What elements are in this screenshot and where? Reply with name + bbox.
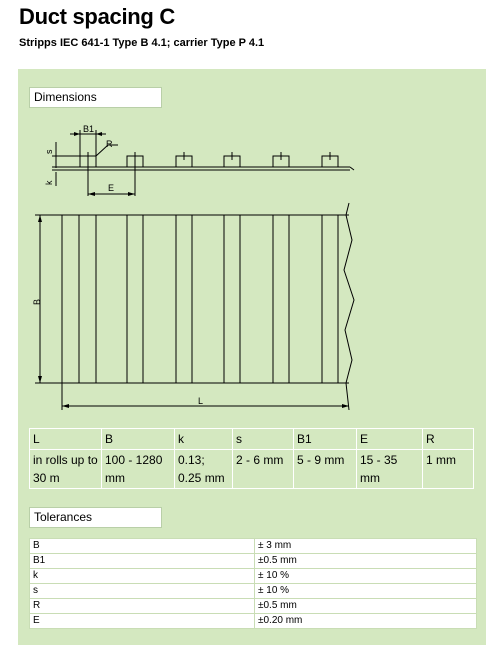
tolerances-table — [29, 538, 477, 629]
tolerance-key: E — [30, 614, 255, 629]
label-b1: B1 — [83, 124, 95, 134]
header-b1: B1 — [294, 429, 357, 450]
tolerance-value: ± 10 % — [255, 584, 477, 599]
label-l: L — [198, 396, 204, 406]
table-row — [30, 614, 477, 629]
table-row — [30, 569, 477, 584]
dimensions-table — [29, 428, 474, 489]
label-r: R — [106, 139, 113, 149]
page-title: Duct spacing C — [19, 4, 175, 29]
label-k: k — [44, 180, 54, 185]
table-row — [30, 554, 477, 569]
header-e: E — [357, 429, 423, 450]
value-s: 2 - 6 mm — [233, 450, 294, 489]
tolerance-key: k — [30, 569, 255, 584]
header-l: L — [30, 429, 102, 450]
value-e: 15 - 35 mm — [357, 450, 423, 489]
header-b: B — [102, 429, 175, 450]
dimensions-section-label: Dimensions — [29, 87, 162, 108]
tolerance-value: ±0.5 mm — [255, 554, 477, 569]
value-k: 0.13; 0.25 mm — [175, 450, 233, 489]
tolerance-key: R — [30, 599, 255, 614]
tolerance-value: ± 3 mm — [255, 539, 477, 554]
value-b1: 5 - 9 mm — [294, 450, 357, 489]
strip-tab — [80, 156, 338, 167]
label-e: E — [108, 183, 115, 193]
header-k: k — [175, 429, 233, 450]
table-row — [30, 599, 477, 614]
page-subtitle: Stripps IEC 641-1 Type B 4.1; carrier Type P 4.1 — [19, 37, 265, 49]
tolerances-section-label: Tolerances — [29, 507, 162, 528]
value-b: 100 - 1280 mm — [102, 450, 175, 489]
tolerance-value: ±0.20 mm — [255, 614, 477, 629]
tolerance-key: s — [30, 584, 255, 599]
label-s: s — [44, 149, 54, 154]
value-l: in rolls up to 30 m — [30, 450, 102, 489]
tolerance-key: B — [30, 539, 255, 554]
tolerance-value: ± 10 % — [255, 569, 477, 584]
tolerance-value: ±0.5 mm — [255, 599, 477, 614]
label-b: B — [32, 298, 42, 305]
table-row — [30, 539, 477, 554]
table-header-row — [30, 429, 474, 450]
value-r: 1 mm — [423, 450, 474, 489]
table-row — [30, 584, 477, 599]
header-r: R — [423, 429, 474, 450]
header-s: s — [233, 429, 294, 450]
table-row — [30, 450, 474, 489]
tolerance-key: B1 — [30, 554, 255, 569]
